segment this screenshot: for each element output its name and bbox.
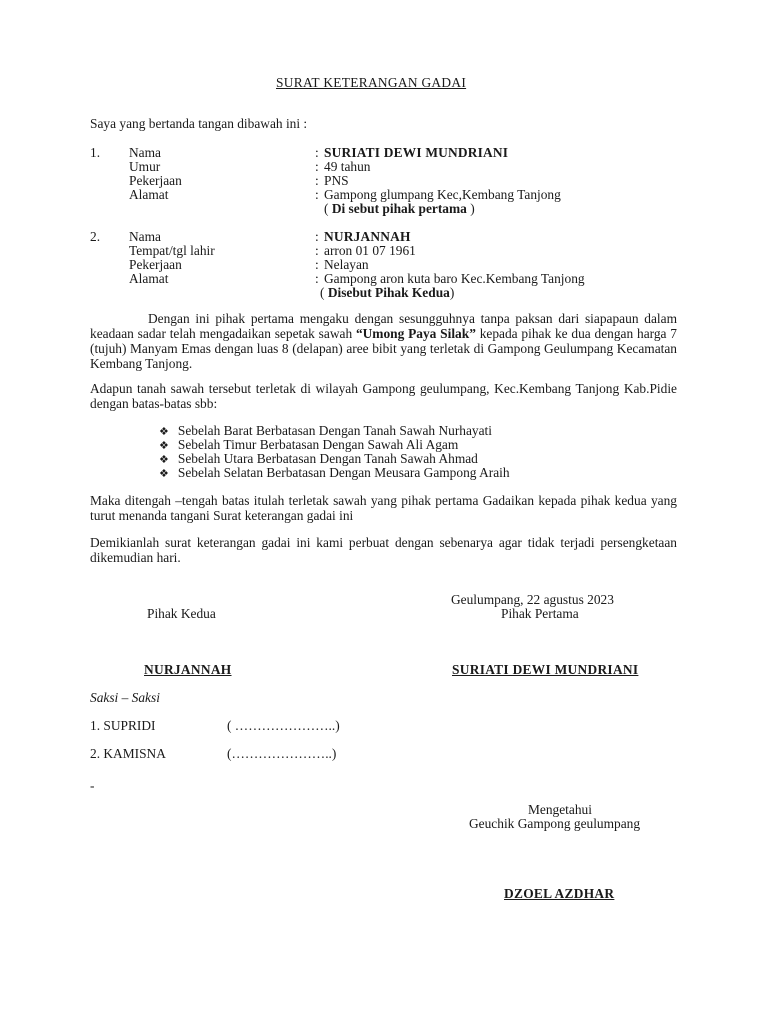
diamond-bullet-icon: ❖ [159, 440, 169, 452]
diamond-bullet-icon: ❖ [159, 454, 169, 466]
witness-name: 2. KAMISNA [90, 746, 166, 761]
paragraph-closing: Demikianlah surat keterangan gadai ini kami perbuat dengan sebenarya agar tidak terjadi persengketaan dikemudian hari. [90, 535, 677, 565]
party-one-value-name: SURIATI DEWI MUNDRIANI [324, 145, 509, 160]
left-signer-name: NURJANNAH [144, 662, 232, 677]
party-one-designation: ( Di sebut pihak pertama ) [324, 201, 475, 216]
boundary-item: ❖ Sebelah Barat Berbatasan Dengan Tanah Sawah Nurhayati [159, 423, 492, 438]
acknowledge-label: Mengetahui [528, 802, 592, 817]
acknowledge-name: DZOEL AZDHAR [504, 886, 615, 901]
party-two-colon: : [315, 257, 319, 272]
party-two-colon: : [315, 229, 319, 244]
party-two-label-address: Alamat [129, 271, 169, 286]
left-role: Pihak Kedua [147, 606, 216, 621]
party-one-value-age: 49 tahun [324, 159, 371, 174]
right-signer-name: SURIATI DEWI MUNDRIANI [452, 662, 639, 677]
diamond-bullet-icon: ❖ [159, 468, 169, 480]
paragraph-statement-part2: kepada pihak ke dua dengan harga 7 (tujuh) Manyam Emas dengan luas 8 (delapan) aree bibit yang terletak di Gampong Geulumpang Kecamatan Kembang Tanjong. [90, 326, 677, 371]
party-two-label-job: Pekerjaan [129, 257, 182, 272]
party-two-designation-text: Disebut Pihak Kedua [327, 285, 450, 300]
witness-signature-line: ( …………………..) [227, 718, 340, 733]
party-one-label-age: Umur [129, 159, 161, 174]
party-one-label-name: Nama [129, 145, 161, 160]
place-date: Geulumpang, 22 agustus 2023 [451, 592, 614, 607]
boundary-item: ❖ Sebelah Selatan Berbatasan Dengan Meusara Gampong Araih [159, 465, 510, 480]
stray-mark: - [90, 778, 95, 793]
paragraph-statement-field-name: “Umong Paya Silak” [355, 326, 476, 341]
party-one-label-address: Alamat [129, 187, 169, 202]
boundary-item: ❖ Sebelah Utara Berbatasan Dengan Tanah Sawah Ahmad [159, 451, 478, 466]
boundary-item: ❖ Sebelah Timur Berbatasan Dengan Sawah Ali Agam [159, 437, 459, 452]
witness-name: 1. SUPRIDI [90, 718, 156, 733]
party-one-colon: : [315, 187, 319, 202]
party-one-value-address: Gampong glumpang Kec,Kembang Tanjong [324, 187, 561, 202]
party-one-number: 1. [90, 145, 101, 160]
party-one-label-job: Pekerjaan [129, 173, 182, 188]
party-two-label-name: Nama [129, 229, 161, 244]
witness-signature-line: (…………………..) [227, 746, 337, 761]
acknowledge-role: Geuchik Gampong geulumpang [469, 816, 641, 831]
party-two-designation: ( Disebut Pihak Kedua) [320, 285, 455, 300]
party-two-colon: : [315, 271, 319, 286]
party-one-colon: : [315, 173, 319, 188]
right-role: Pihak Pertama [501, 606, 579, 621]
diamond-bullet-icon: ❖ [159, 426, 169, 438]
document-title: SURAT KETERANGAN GADAI [276, 75, 467, 90]
party-two-value-birth: arron 01 07 1961 [324, 243, 416, 258]
party-two-value-name: NURJANNAH [324, 229, 411, 244]
party-two-colon: : [315, 243, 319, 258]
party-two-value-job: Nelayan [324, 257, 369, 272]
paragraph-middle: Maka ditengah –tengah batas itulah terletak sawah yang pihak pertama Gadaikan kepada pihak kedua yang turut menanda tangani Surat keterangan gadai ini [90, 493, 677, 523]
paragraph-statement-part1: Dengan ini pihak pertama mengaku dengan sesungguhnya tanpa paksan dari siapapaun dalam keadaan sadar telah mengadaikan sepetak sawah [90, 311, 677, 341]
intro-text: Saya yang bertanda tangan dibawah ini : [90, 116, 308, 131]
witness-heading: Saksi – Saksi [90, 690, 160, 705]
party-two-number: 2. [90, 229, 101, 244]
paragraph-location: Adapun tanah sawah tersebut terletak di wilayah Gampong geulumpang, Kec.Kembang Tanjong Kab.Pidie dengan batas-batas sbb: [90, 381, 677, 411]
party-one-value-job: PNS [324, 173, 349, 188]
paragraph-statement [90, 311, 677, 371]
party-two-value-address: Gampong aron kuta baro Kec.Kembang Tanjong [324, 271, 585, 286]
party-one-colon: : [315, 159, 319, 174]
party-two-label-birth: Tempat/tgl lahir [129, 243, 215, 258]
party-one-designation-text: Di sebut pihak pertama [331, 201, 467, 216]
party-one-colon: : [315, 145, 319, 160]
